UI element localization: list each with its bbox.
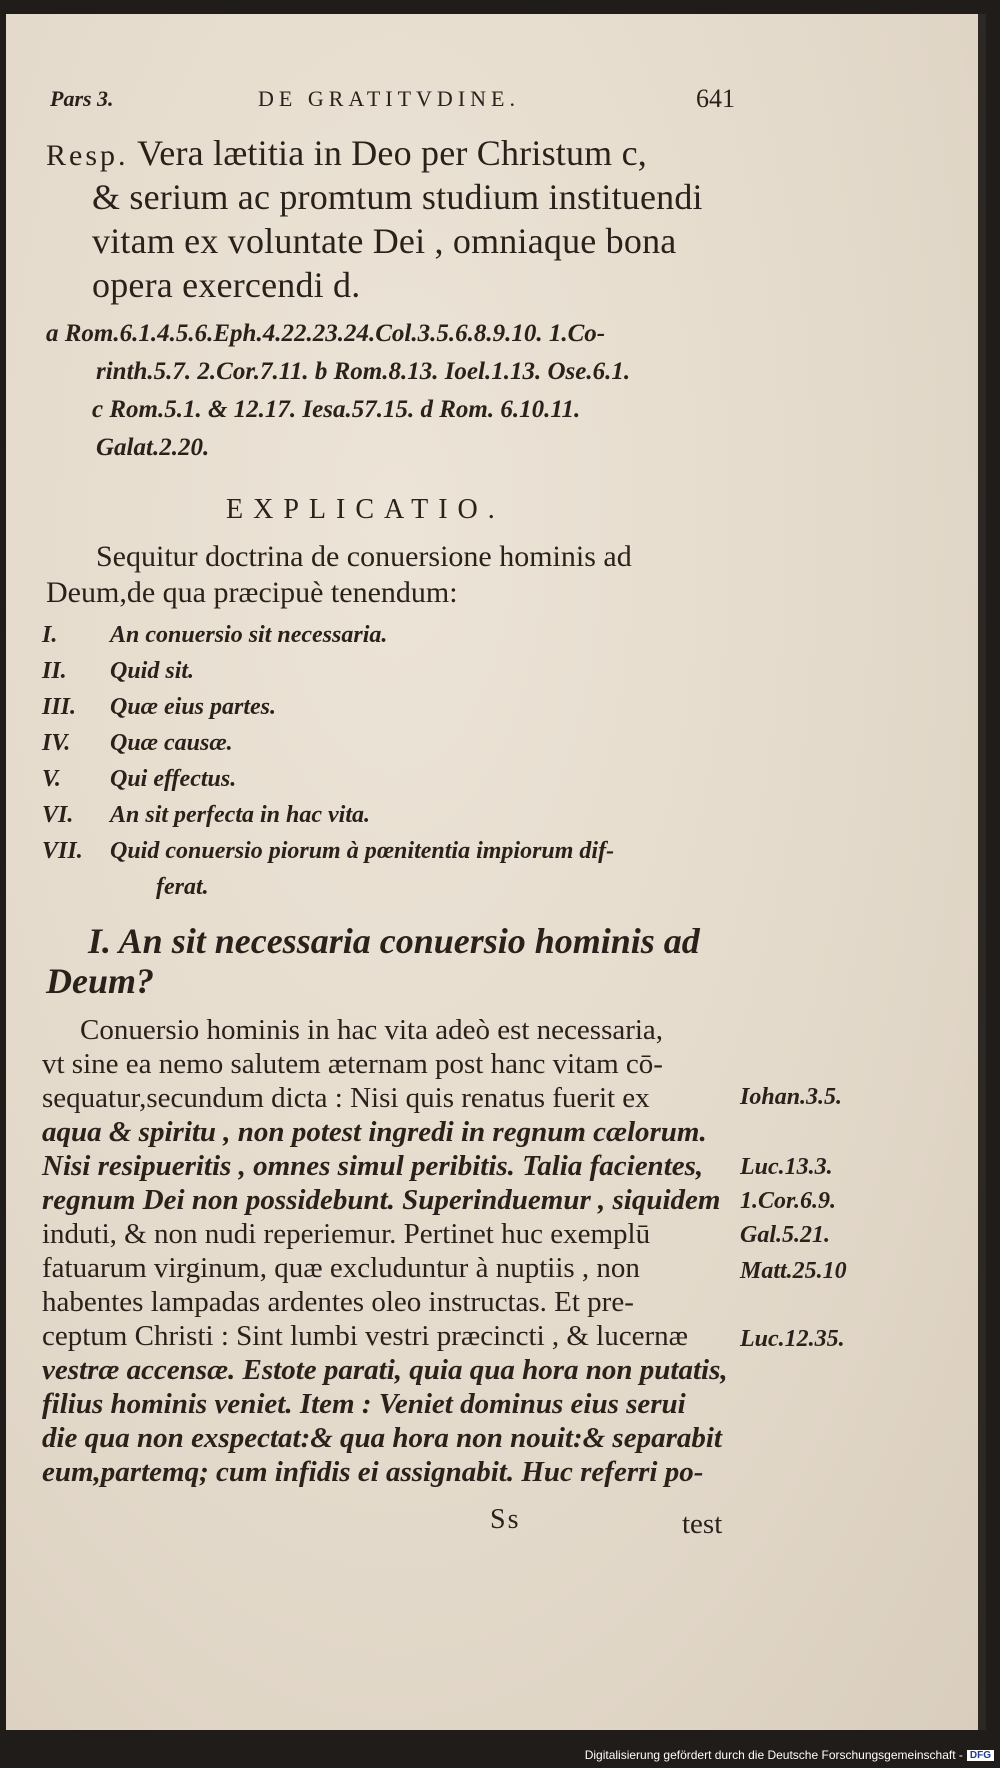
paragraph-line: Nisi resipueritis , omnes simul peribitis. Talia facientes, (42, 1150, 704, 1182)
question-item: VI. An sit perfecta in hac vita. (42, 802, 370, 828)
margin-reference: Luc.12.35. (740, 1326, 845, 1352)
margin-reference: Iohan.3.5. (740, 1084, 843, 1110)
paragraph-line: induti, & non nudi reperiemur. Pertinet huc exemplū (42, 1218, 651, 1250)
margin-reference: Gal.5.21. (740, 1222, 830, 1248)
section-title: EXPLICATIO. (226, 494, 505, 525)
dfg-logo: DFG (967, 1750, 994, 1761)
question-item: II. Quid sit. (42, 658, 195, 684)
response-label: Resp. (46, 139, 129, 172)
footnote-line-1: a Rom.6.1.4.5.6.Eph.4.22.23.24.Col.3.5.6.8.9.10. 1.Co- (46, 320, 606, 347)
margin-reference: 1.Cor.6.9. (740, 1188, 837, 1214)
response-line-1: Resp. Vera lætitia in Deo per Christum c, (46, 133, 647, 173)
paragraph-line: ceptum Christi : Sint lumbi vestri præcincti , & lucernæ (42, 1320, 688, 1352)
paragraph-line: die qua non exspectat:& qua hora non nouit:& separabit (42, 1422, 722, 1454)
paragraph-line: Conuersio hominis in hac vita adeò est necessaria, (80, 1014, 664, 1046)
paragraph-line: vt sine ea nemo salutem æternam post hanc vitam cō- (42, 1048, 663, 1080)
paragraph-line: filius hominis veniet. Item : Veniet dominus eius serui (42, 1388, 686, 1420)
running-title: DE GRATITVDINE. (258, 86, 520, 111)
response-line-3: vitam ex voluntate Dei , omniaque bona (92, 221, 677, 261)
question-heading-line-1: I. An sit necessaria conuersio hominis ad (88, 921, 700, 961)
margin-reference: Matt.25.10 (740, 1258, 847, 1284)
question-item: ferat. (156, 874, 209, 900)
digitization-credit (585, 1748, 994, 1762)
margin-reference: Luc.13.3. (740, 1154, 833, 1180)
response-line-2: & serium ac promtum studium instituendi (92, 177, 703, 217)
paragraph-line: eum,partemq; cum infidis ei assignabit. Huc referri po- (42, 1456, 704, 1488)
question-item: I. An conuersio sit necessaria. (42, 622, 388, 648)
question-item: III. Quæ eius partes. (42, 694, 277, 720)
footnote-line-3: c Rom.5.1. & 12.17. Iesa.57.15. d Rom. 6.10.11. (92, 396, 581, 423)
response-line-4: opera exercendi d. (92, 265, 361, 305)
intro-line-1: Sequitur doctrina de conuersione hominis ad (96, 540, 632, 573)
question-item: V. Qui effectus. (42, 766, 237, 792)
paragraph-line: aqua & spiritu , non potest ingredi in regnum cælorum. (42, 1116, 707, 1148)
book-page (6, 14, 986, 1730)
question-item: VII. Quid conuersio piorum à pœnitentia impiorum dif- (42, 838, 615, 864)
paragraph-line: habentes lampadas ardentes oleo instructas. Et pre- (42, 1286, 634, 1318)
paragraph-line: fatuarum virginum, quæ excluduntur à nuptiis , non (42, 1252, 640, 1284)
paragraph-line: vestræ accensæ. Estote parati, quia qua hora non putatis, (42, 1354, 728, 1386)
question-item: IV. Quæ causæ. (42, 730, 233, 756)
catchword: test (682, 1508, 723, 1540)
running-head-part: Pars 3. (50, 86, 114, 111)
credit-text: Digitalisierung gefördert durch die Deutsche Forschungsgemeinschaft - (584, 1748, 963, 1762)
intro-line-2: Deum,de qua præcipuè tenendum: (46, 576, 458, 609)
paragraph-line: sequatur,secundum dicta : Nisi quis renatus fuerit ex (42, 1082, 650, 1114)
signature-mark: Ss (490, 1504, 521, 1535)
paragraph-line: regnum Dei non possidebunt. Superinduemur , siquidem (42, 1184, 721, 1216)
footnote-line-4: Galat.2.20. (96, 434, 210, 461)
page-number: 641 (696, 84, 735, 113)
footnote-line-2: rinth.5.7. 2.Cor.7.11. b Rom.8.13. Ioel.1.13. Ose.6.1. (96, 358, 631, 385)
question-heading-line-2: Deum? (46, 961, 154, 1001)
